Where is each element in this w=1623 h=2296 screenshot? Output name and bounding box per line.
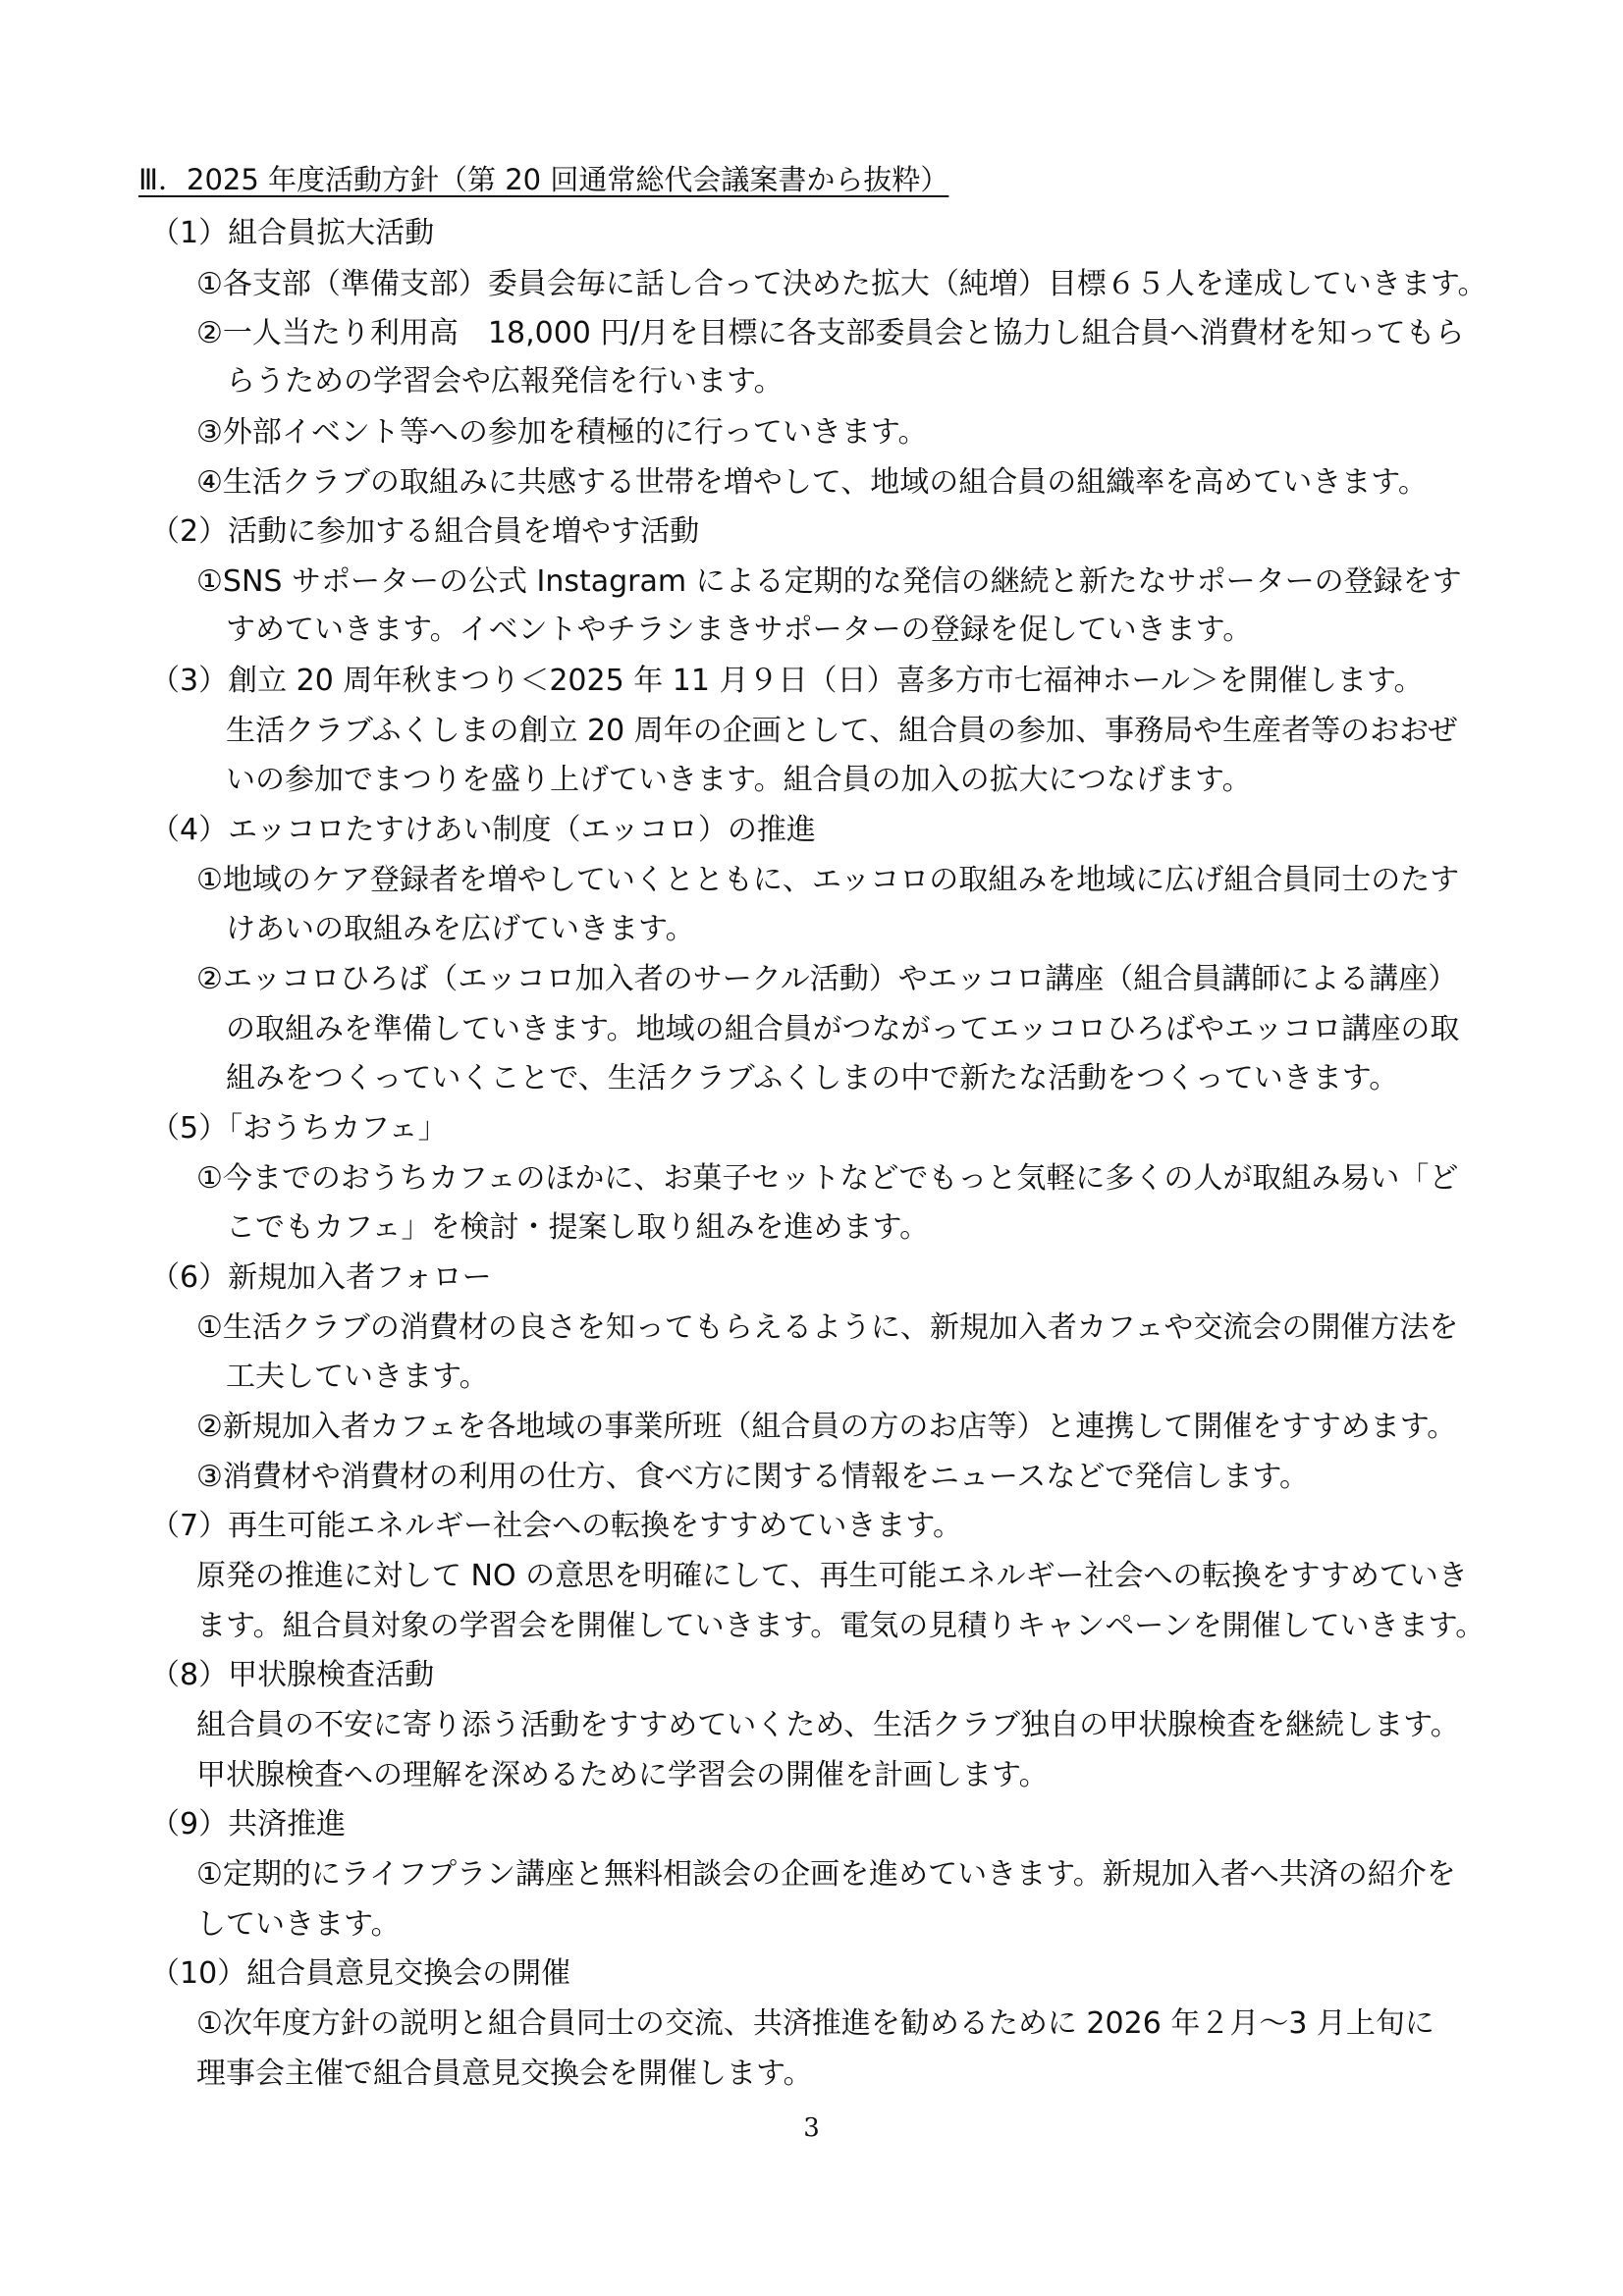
text-line: ①各支部（準備支部）委員会毎に話し合って決めた拡大（純増）目標６５人を達成していきます。	[196, 267, 1488, 301]
heading-5: （5）「おうちカフェ」	[150, 1111, 448, 1146]
text-line: ①次年度方針の説明と組合員同士の交流、共済推進を勧めるために 2026 年２月～3 月上旬に	[196, 2006, 1434, 2041]
heading-10: （10）組合員意見交換会の開催	[150, 1956, 571, 1991]
text-line: けあいの取組みを広げていきます。	[226, 912, 695, 946]
heading-4: （4）エッコロたすけあい制度（エッコロ）の推進	[150, 813, 816, 847]
text-line: いの参加でまつりを盛り上げていきます。組合員の加入の拡大につなげます。	[226, 763, 1252, 797]
text-line: ③外部イベント等への参加を積極的に行っていきます。	[196, 415, 928, 450]
text-line: すめていきます。イベントやチラシまきサポーターの登録を促していきます。	[226, 613, 1253, 647]
text-line: 組みをつくっていくことで、生活クラブふくしまの中で新たな活動をつくっていきます。	[226, 1061, 1399, 1095]
text-line: ①定期的にライフプラン講座と無料相談会の企画を進めていきます。新規加入者へ共済の紹介を	[196, 1857, 1456, 1892]
text-line: らうための学習会や広報発信を行います。	[226, 364, 784, 399]
heading-9: （9）共済推進	[150, 1807, 347, 1842]
text-line: ①生活クラブの消費材の良さを知ってもらえるように、新規加入者カフェや交流会の開催方法を	[196, 1310, 1459, 1345]
text-line: 原発の推進に対して NO の意思を明確にして、再生可能エネルギー社会への転換をすすめていき	[196, 1559, 1468, 1593]
text-line: ①SNS サポーターの公式 Instagram による定期的な発信の継続と新たなサポーターの登録をす	[196, 564, 1462, 599]
text-line: ②新規加入者カフェを各地域の事業所班（組合員の方のお店等）と連携して開催をすすめます。	[196, 1410, 1457, 1444]
section-title: Ⅲ．2025 年度活動方針（第 20 回通常総代会議案書から抜粋）	[138, 163, 949, 196]
text-line: 組合員の不安に寄り添う活動をすすめていくため、生活クラブ独自の甲状腺検査を継続します。	[196, 1708, 1460, 1742]
text-line: ①地域のケア登録者を増やしていくとともに、エッコロの取組みを地域に広げ組合員同士のたす	[196, 863, 1460, 897]
text-line: ④生活クラブの取組みに共感する世帯を増やして、地域の組合員の組織率を高めていきます。	[196, 465, 1428, 500]
text-line: 工夫していきます。	[226, 1360, 489, 1394]
page-number: 3	[803, 2113, 820, 2143]
text-line: ②一人当たり利用高 18,000 円/月を目標に各支部委員会と協力し組合員へ消費材を知ってもら	[196, 316, 1465, 350]
heading-1: （1）組合員拡大活動	[150, 216, 435, 250]
text-line: ③消費材や消費材の利用の仕方、食べ方に関する情報をニュースなどで発信します。	[196, 1460, 1309, 1494]
text-line: ②エッコロひろば（エッコロ加入者のサークル活動）やエッコロ講座（組合員講師による講座）	[196, 962, 1458, 996]
text-line: ます。組合員対象の学習会を開催していきます。電気の見積りキャンペーンを開催していきます。	[196, 1609, 1486, 1643]
text-line: 理事会主催で組合員意見交換会を開催します。	[196, 2056, 813, 2091]
text-line: 甲状腺検査への理解を深めるために学習会の開催を計画します。	[196, 1758, 1049, 1792]
heading-6: （6）新規加入者フォロー	[150, 1260, 492, 1295]
heading-8: （8）甲状腺検査活動	[150, 1658, 435, 1692]
text-line: ①今までのおうちカフェのほかに、お菓子セットなどでもっと気軽に多くの人が取組み易い「ど	[196, 1161, 1459, 1196]
text-line: 生活クラブふくしまの創立 20 周年の企画として、組合員の参加、事務局や生産者等のおおぜ	[226, 714, 1458, 748]
heading-2: （2）活動に参加する組合員を増やす活動	[150, 514, 700, 549]
heading-7: （7）再生可能エネルギー社会への転換をすすめていきます。	[150, 1509, 962, 1543]
text-line: こでもカフェ」を検討・提案し取り組みを進めます。	[226, 1210, 930, 1245]
text-line: していきます。	[196, 1907, 401, 1942]
heading-3: （3）創立 20 周年秋まつり＜2025 年 11 月９日（日）喜多方市七福神ホール＞を開催します。	[150, 664, 1424, 698]
text-line: の取組みを準備していきます。地域の組合員がつながってエッコロひろばやエッコロ講座の取	[226, 1012, 1460, 1046]
